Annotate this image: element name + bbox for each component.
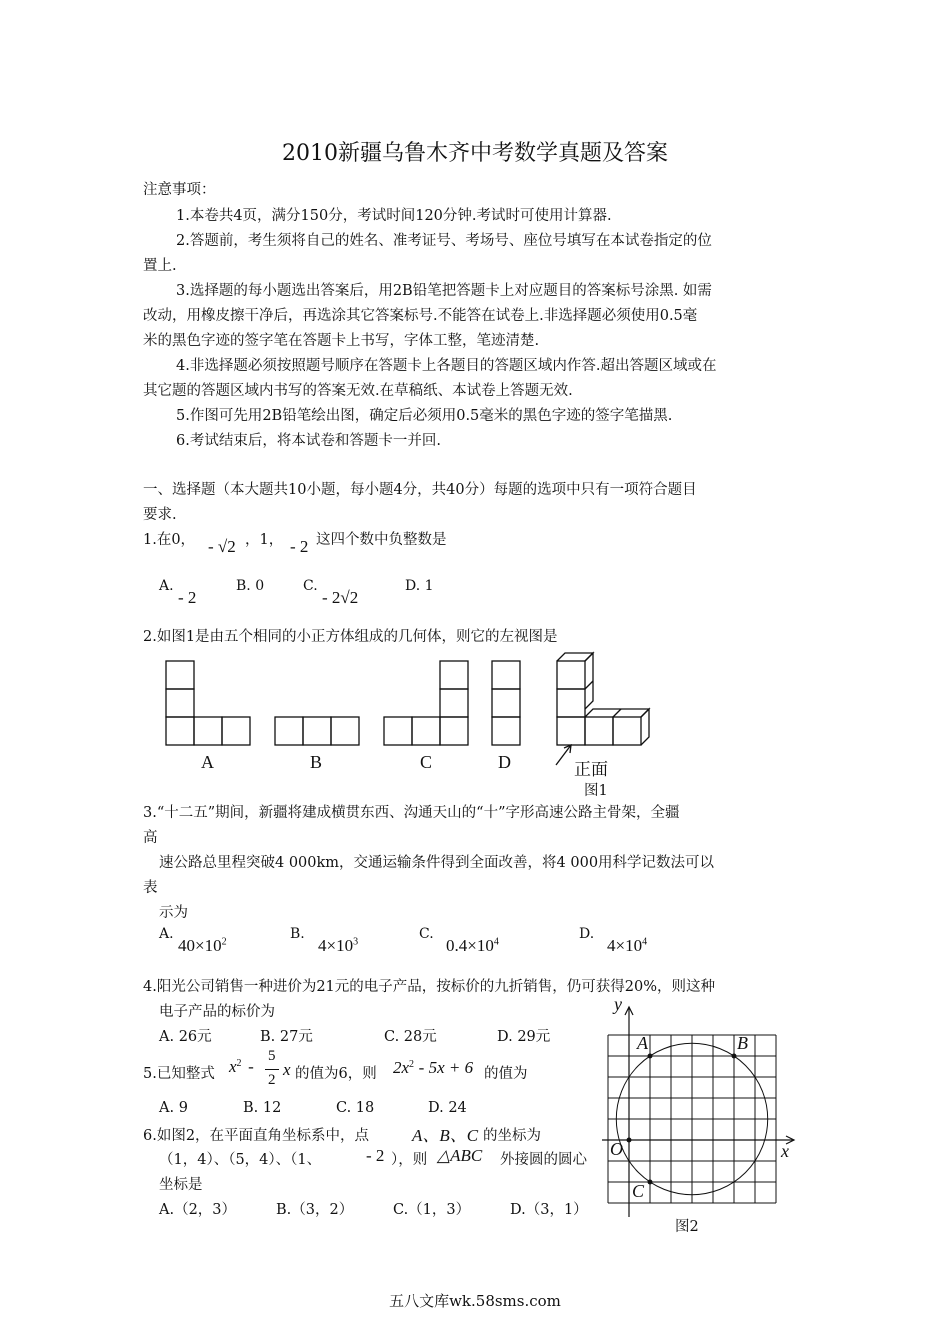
q1-option-c-value: - 2√2 [322,588,359,607]
q3-option-b-value: $4\times 10^3$ [318,936,359,955]
q2-label-b: B [310,752,323,772]
fig2-point-c-label: C [632,1181,645,1201]
q1-option-c-label: C. [303,578,318,594]
q3-option-d-value: $4\times 10^4$ [607,936,648,955]
notice-item-1: 1.本卷共4页，满分150分，考试时间120分钟.考试时可使用计算器. [176,208,612,224]
notice-item-2: 2.答题前，考生须将自己的姓名、准考证号、考场号、座位号填写在本试卷指定的位 [176,233,712,249]
figure-2-graph [598,995,808,1220]
q6-line1-prefix: 6.如图2，在平面直角坐标系中，点 [143,1128,370,1144]
q2-label-c: C [420,752,433,772]
notice-item-4-cont: 其它题的答题区域内书写的答案无效.在草稿纸、本试卷上答题无效. [143,383,573,399]
section-heading-cont: 要求. [143,507,177,523]
q6-line2-prefix: （1，4）、（5，4）、（1、 [159,1152,322,1168]
q6-line2-neg: - 2 [366,1146,385,1165]
q6-line1-suffix: 的坐标为 [483,1128,541,1144]
q4-line2: 电子产品的标价为 [159,1004,275,1020]
option-a-figure [166,661,250,745]
q2-fig-caption: 图1 [584,783,608,799]
q6-triangle: △ABC [437,1146,483,1165]
q3-option-c-label: C. [419,926,434,942]
q3-line5: 示为 [159,905,188,921]
fig2-point-a-label: A [637,1033,648,1053]
q5-expr2: $2x^2 - 5x + 6$ [393,1058,474,1077]
notice-item-2-cont: 置上. [143,258,177,274]
q1-comma-one: ，1， [245,532,284,548]
q1-option-b: B. 0 [236,578,265,594]
q5-option-a: A. 9 [159,1100,188,1116]
notice-item-6: 6.考试结束后，将本试卷和答题卡一并回. [176,433,441,449]
section-heading: 一、选择题（本大题共10小题，每小题4分，共40分）每题的选项中只有一项符合题目 [143,482,697,498]
page-title: 2010新疆乌鲁木齐中考数学真题及答案 [282,141,668,166]
notice-item-3-cont1: 改动，用橡皮擦干净后，再选涂其它答案标号.不能答在试卷上.非选择题必须使用0.5毫 [143,308,698,324]
q5-frac-num: 5 [268,1048,276,1064]
fig2-y-label: y [614,994,622,1014]
q1-neg2: - 2 [290,537,309,556]
q5-option-d: D. 24 [428,1100,467,1116]
figure-2-grid [608,1035,776,1203]
q5-prefix: 5.已知整式 [143,1066,215,1082]
notice-item-3-cont2: 米的黑色字迹的签字笔在答题卡上书写，字体工整，笔迹清楚. [143,333,540,349]
q2-text: 2.如图1是由五个相同的小正方体组成的几何体，则它的左视图是 [143,629,558,645]
q3-line4: 表 [143,880,158,896]
notice-item-3: 3.选择题的每小题选出答案后，用2B铅笔把答题卡上对应题目的答案标号涂黑. 如需 [176,283,712,299]
q1-option-a-label: A. [159,578,174,594]
q1-suffix: 这四个数中负整数是 [316,532,447,548]
q6-option-a: A.（2，3） [159,1202,237,1218]
point-origin [627,1138,632,1143]
q3-option-b-label: B. [290,926,305,942]
q3-line1: 3.“十二五”期间，新疆将建成横贯东西、沟通天山的“十”字形高速公路主骨架，全疆 [143,805,680,821]
q6-line2-suffix: 外接圆的圆心 [500,1152,587,1168]
q3-line3: 速公路总里程突破4 000km，交通运输条件得到全面改善，将4 000用科学记数法可以 [159,855,715,871]
q6-line2-mid: ），则 [391,1152,428,1168]
q3-option-d-label: D. [579,926,595,942]
point-b [732,1054,737,1059]
fig2-origin-label: O [610,1139,623,1159]
q4-line1: 4.阳光公司销售一种进价为21元的电子产品，按标价的九折销售，仍可获得20%，则这种 [143,979,716,995]
q5-suffix: 的值为 [484,1066,528,1082]
q3-option-a-label: A. [159,926,174,942]
fig2-x-label: x [781,1141,789,1161]
q6-option-d: D.（3，1） [510,1202,588,1218]
q6-points: A、B、C [412,1126,479,1145]
option-d-figure [492,661,520,745]
q1-neg-sqrt2: - √2 [208,537,236,556]
q2-label-d: D [498,752,511,772]
option-c-figure [384,661,468,745]
q4-option-a: A. 26元 [159,1029,212,1045]
option-b-figure [275,717,359,745]
q5-middle: 的值为6，则 [295,1066,377,1082]
q6-option-c: C.（1，3） [393,1202,471,1218]
point-a [648,1054,653,1059]
q2-front-label: 正面 [574,760,608,780]
q4-option-c: C. 28元 [384,1029,437,1045]
q3-option-c-value: $0.4\times 10^4$ [446,936,499,955]
q2-label-a: A [201,752,214,772]
fig2-point-b-label: B [737,1033,748,1053]
q6-line3: 坐标是 [159,1177,203,1193]
q3-option-a-value: $40\times 10^2$ [178,936,227,955]
point-c [648,1180,653,1185]
q2-figures [160,655,660,755]
q4-option-d: D. 29元 [497,1029,551,1045]
q3-line2: 高 [143,830,158,846]
q1-option-d: D. 1 [405,578,434,594]
q5-option-c: C. 18 [336,1100,375,1116]
q1-option-a-value: - 2 [178,588,197,607]
q5-expr1: $x^2$ - [229,1057,254,1076]
page-footer: 五八文库wk.58sms.com [389,1292,561,1310]
q1-prefix: 1.在0， [143,532,196,548]
q5-option-b: B. 12 [243,1100,282,1116]
fig2-caption: 图2 [675,1219,699,1235]
notice-item-4: 4.非选择题必须按照题号顺序在答题卡上各题目的答题区域内作答.超出答题区域或在 [176,358,717,374]
q5-frac-bar [265,1069,279,1070]
q6-option-b: B.（3，2） [276,1202,354,1218]
figure-1-solid [557,653,649,745]
q5-frac-den: 2 [268,1072,276,1088]
q5-expr1-x: x [283,1060,291,1079]
notice-item-5: 5.作图可先用2B铅笔绘出图，确定后必须用0.5毫米的黑色字迹的签字笔描黑. [176,408,673,424]
q4-option-b: B. 27元 [260,1029,313,1045]
notice-heading: 注意事项： [143,182,216,198]
